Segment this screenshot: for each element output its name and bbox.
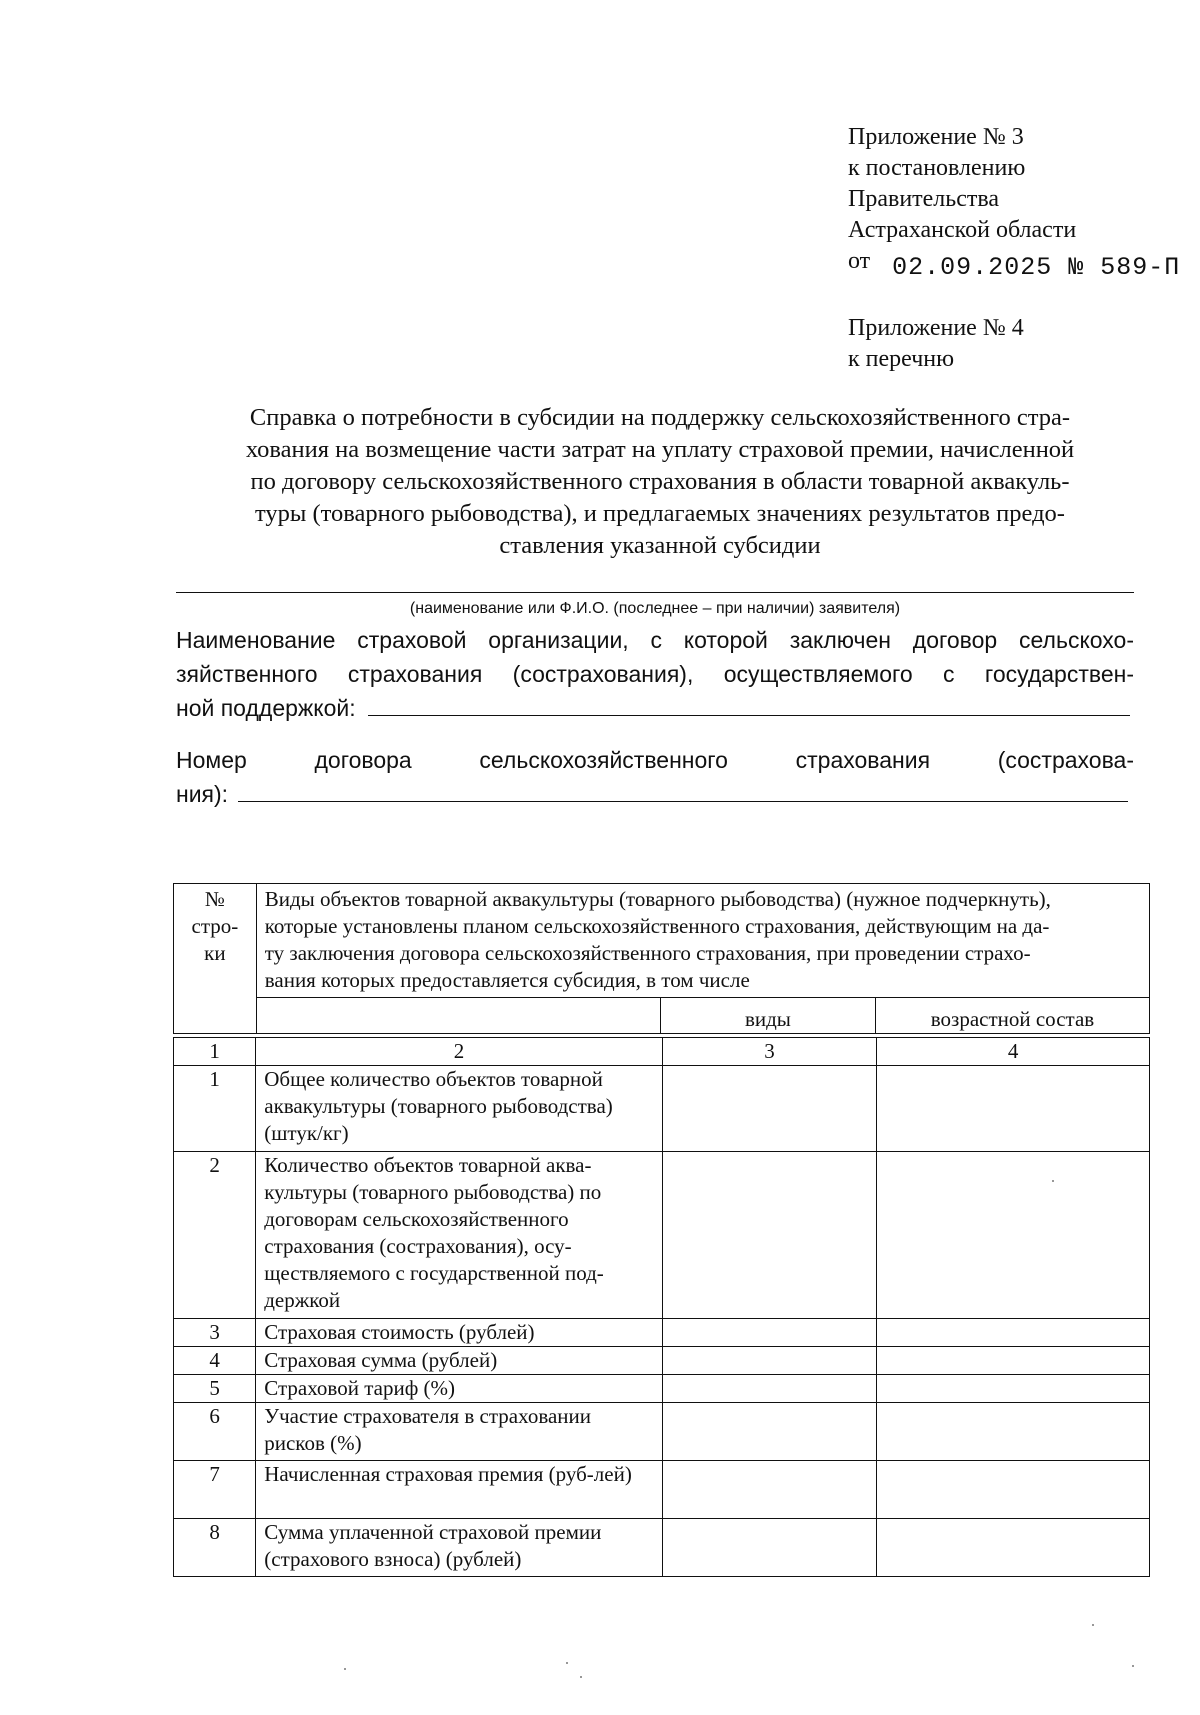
title-line: по договору сельскохозяйственного страхования в области товарной аквакуль- (250, 468, 1070, 495)
cell-age[interactable] (877, 1066, 1150, 1152)
scan-speck (344, 1668, 346, 1670)
annex-4-line2: к перечню (848, 346, 955, 372)
table-row (174, 1152, 1150, 1319)
col-number: 2 (256, 1038, 663, 1066)
header-description (256, 884, 1149, 998)
contract-paragraph (176, 743, 1134, 811)
column-number-row (174, 1038, 1150, 1066)
header-row-number (174, 884, 257, 1034)
annex-3-line3: Правительства (848, 186, 1000, 212)
annex-3-date-row (848, 246, 1180, 283)
annex-3-line4: Астраханской области (848, 217, 1077, 243)
header-empty (256, 998, 660, 1034)
row-number: 2 (174, 1152, 256, 1319)
cell-kinds[interactable] (662, 1461, 876, 1519)
header-num-text: стро- (191, 914, 239, 938)
cell-age[interactable] (877, 1347, 1150, 1375)
annex-4-block (848, 313, 1024, 375)
table-header (173, 883, 1150, 1034)
cell-age[interactable] (877, 1375, 1150, 1403)
scan-speck (1092, 1624, 1094, 1626)
row-number: 8 (174, 1519, 256, 1577)
annex-3-block (848, 122, 1180, 283)
header-desc-line: которые установлены планом сельскохозяйственного страхования, действующим на да- (264, 914, 1050, 938)
insurer-line: зяйственного страхования (сострахования), осуществляемого с государствен- (176, 661, 1134, 687)
row-label: Количество объектов товарной аква-культуры (товарного рыбоводства) по договорам сельскохозяйственного страхования (сострахования), осу-ществляемого с государственной под-держкой (256, 1152, 663, 1319)
row-number: 5 (174, 1375, 256, 1403)
cell-kinds[interactable] (662, 1519, 876, 1577)
insurer-label: ной поддержкой: (176, 695, 356, 721)
row-label: Сумма уплаченной страховой премии (страхового взноса) (рублей) (256, 1519, 663, 1577)
cell-age[interactable] (877, 1403, 1150, 1461)
col-number: 1 (174, 1038, 256, 1066)
row-label: Участие страхователя в страховании рисков (%) (256, 1403, 663, 1461)
cell-kinds[interactable] (662, 1152, 876, 1319)
cell-age[interactable] (877, 1319, 1150, 1347)
col-number: 3 (662, 1038, 876, 1066)
header-num-text: № (204, 887, 225, 911)
insurer-line: Наименование страховой организации, с которой заключен договор сельскохо- (176, 627, 1134, 653)
table-row (174, 1519, 1150, 1577)
row-number: 4 (174, 1347, 256, 1375)
header-kinds: виды (660, 998, 875, 1034)
header-desc-line: вания которых предоставляется субсидия, в том числе (264, 968, 750, 992)
cell-age[interactable] (877, 1461, 1150, 1519)
document-title (176, 402, 1144, 562)
contract-label: ния): (176, 781, 229, 807)
insurer-line-3 (176, 691, 1134, 725)
insurer-fill-line[interactable] (368, 693, 1130, 716)
annex-4-title: Приложение № 4 (848, 315, 1024, 341)
table-row (174, 1375, 1150, 1403)
row-label: Страховая сумма (рублей) (256, 1347, 663, 1375)
title-line: ставления указанной субсидии (499, 532, 821, 559)
table-row (174, 1066, 1150, 1152)
scan-speck (1132, 1665, 1134, 1667)
applicant-name-line[interactable] (176, 592, 1134, 593)
row-number: 3 (174, 1319, 256, 1347)
cell-kinds[interactable] (662, 1375, 876, 1403)
header-desc-line: Виды объектов товарной аквакультуры (товарного рыбоводства) (нужное подчеркнуть), (264, 887, 1051, 911)
cell-kinds[interactable] (662, 1319, 876, 1347)
table-row (174, 1403, 1150, 1461)
date-value: 02.09.2025 № 589-П (892, 253, 1181, 282)
table-row (174, 1319, 1150, 1347)
row-number: 6 (174, 1403, 256, 1461)
table-row (174, 1347, 1150, 1375)
date-prefix: от (848, 248, 871, 274)
data-table (173, 1037, 1150, 1577)
scan-speck (1052, 1180, 1054, 1182)
title-line: хования на возмещение части затрат на уплату страховой премии, начисленной (245, 436, 1075, 463)
insurer-paragraph (176, 623, 1134, 725)
cell-age[interactable] (877, 1152, 1150, 1319)
cell-age[interactable] (877, 1519, 1150, 1577)
header-num-text: ки (204, 941, 226, 965)
row-number: 7 (174, 1461, 256, 1519)
col-number: 4 (877, 1038, 1150, 1066)
row-label: Начисленная страховая премия (руб-лей) (256, 1461, 663, 1519)
cell-kinds[interactable] (662, 1403, 876, 1461)
contract-line-2 (176, 777, 1134, 811)
row-number: 1 (174, 1066, 256, 1152)
header-desc-line: ту заключения договора сельскохозяйственного страхования, при проведении страхо- (264, 941, 1031, 965)
annex-3-line2: к постановлению (848, 155, 1026, 181)
title-line: Справка о потребности в субсидии на поддержку сельскохозяйственного стра- (249, 404, 1071, 431)
header-age: возрастной состав (875, 998, 1149, 1034)
contract-line: Номер договора сельскохозяйственного страхования (сострахова- (176, 747, 1134, 773)
cell-kinds[interactable] (662, 1347, 876, 1375)
title-line: туры (товарного рыбоводства), и предлагаемых значениях результатов предо- (255, 500, 1065, 527)
row-label: Страховая стоимость (рублей) (256, 1319, 663, 1347)
row-label: Страховой тариф (%) (256, 1375, 663, 1403)
scan-speck (580, 1676, 582, 1678)
contract-fill-line[interactable] (238, 779, 1128, 802)
applicant-caption: (наименование или Ф.И.О. (последнее – при наличии) заявителя) (409, 600, 901, 617)
row-label: Общее количество объектов товарной аквакультуры (товарного рыбоводства) (штук/кг) (256, 1066, 663, 1152)
annex-3-title: Приложение № 3 (848, 124, 1024, 150)
cell-kinds[interactable] (662, 1066, 876, 1152)
table-row (174, 1461, 1150, 1519)
scan-speck (566, 1662, 568, 1664)
